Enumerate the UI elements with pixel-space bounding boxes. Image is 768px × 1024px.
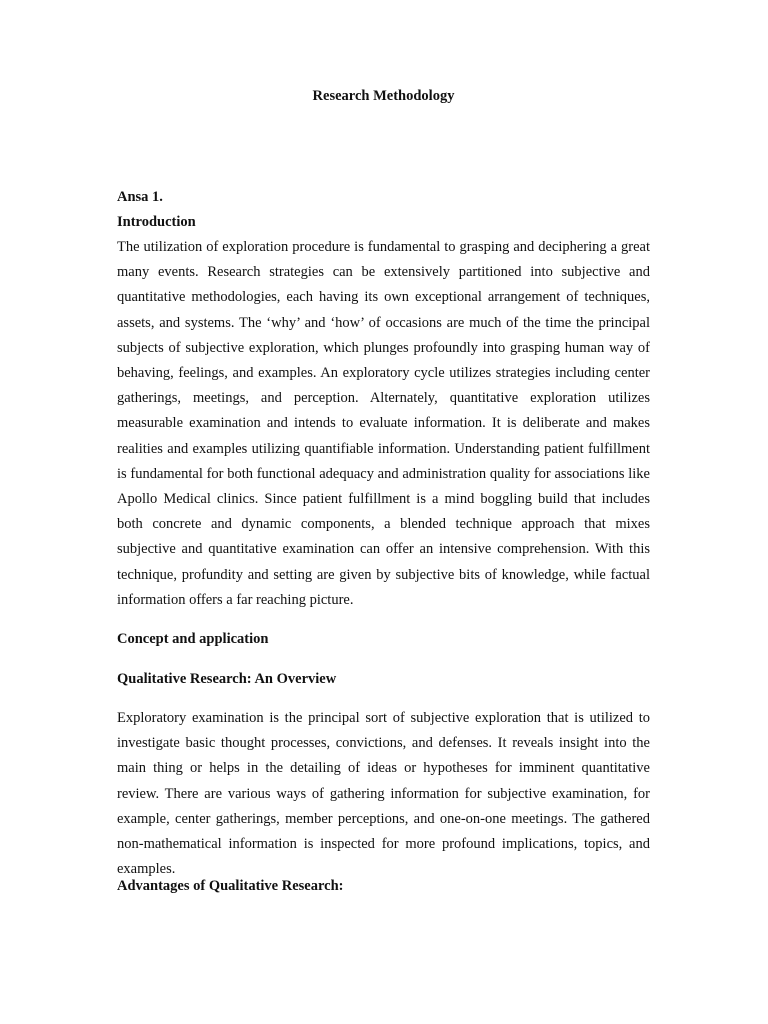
qualitative-overview-heading: Qualitative Research: An Overview — [117, 671, 337, 687]
introduction-paragraph: The utilization of exploration procedure is fundamental to grasping and deciphering a great many events. Research strategies can be extensively partitioned into subjective and quantitative methodologies, each having its own exceptional arrangement of techniques, assets, and systems. The ‘why’ and ‘how’ of occasions are much of the time the principal subjects of subjective exploration, which plunges profoundly into grasping human way of behaving, feelings, and examples. An exploratory cycle utilizes strategies including center gatherings, meetings, and perception. Alternately, quantitative exploration utilizes measurable examination and intends to evaluate information. It is deliberate and makes realities and examples utilizing quantifiable information. Understanding patient fulfillment is fundamental for both functional adequacy and administration quality for associations like Apollo Medical clinics. Since patient fulfillment is a mind boggling build that includes both concrete and dynamic components, a blended technique approach that mixes subjective and quantitative examination can offer an intensive comprehension. With this technique, profundity and setting are given by subjective bits of knowledge, while factual information offers a far reaching picture. — [117, 239, 650, 608]
introduction-heading: Introduction — [117, 214, 196, 230]
document-title: Research Methodology — [312, 88, 455, 104]
concept-heading: Concept and application — [117, 631, 269, 647]
advantages-heading: Advantages of Qualitative Research: — [117, 878, 344, 894]
qualitative-overview-paragraph: Exploratory examination is the principal sort of subjective exploration that is utilized to investigate basic thought processes, convictions, and defenses. It reveals insight into the main thing or helps in the detailing of ideas or hypotheses for imminent quantitative review. There are various ways of gathering information for subjective examination, for example, center gatherings, member perceptions, and one-on-one meetings. The gathered non-mathematical information is inspected for more profound implications, topics, and examples. — [117, 710, 650, 878]
answer-label: Ansa 1. — [117, 189, 163, 205]
